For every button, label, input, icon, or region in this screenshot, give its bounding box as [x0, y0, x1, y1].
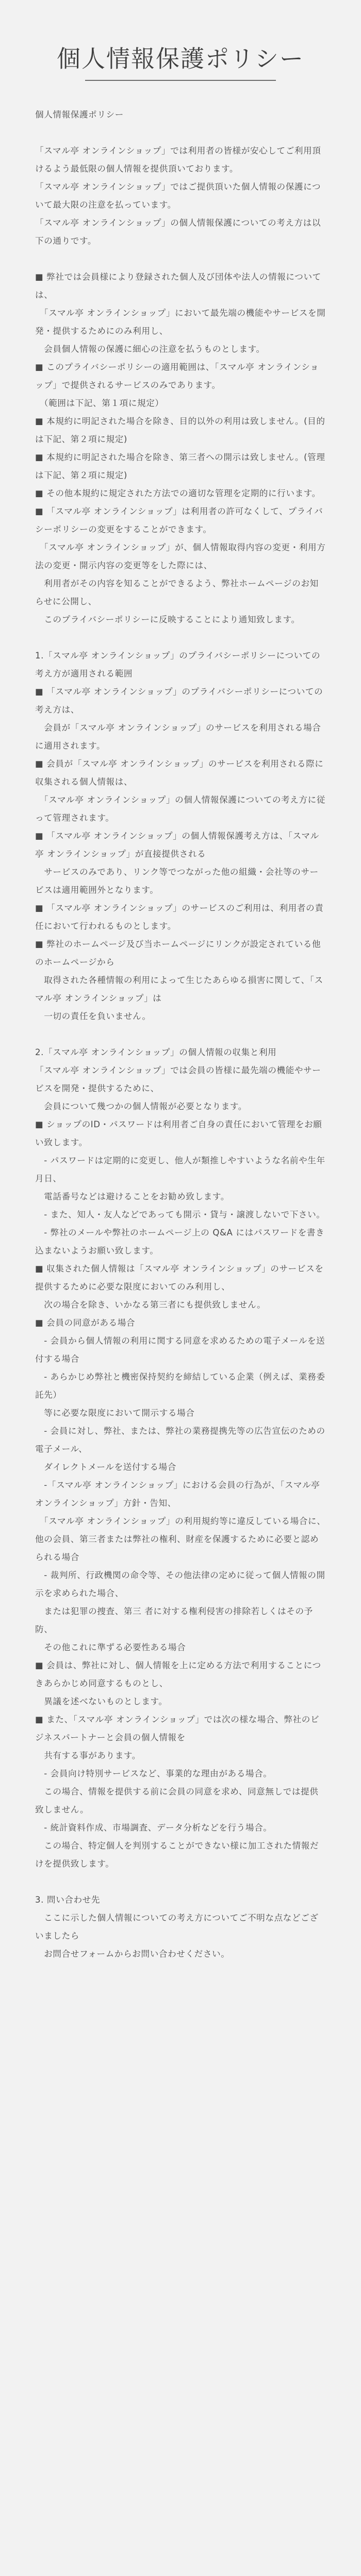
page-title: 個人情報保護ポリシー [57, 45, 304, 73]
page-header [0, 0, 361, 88]
policy-body: 個人情報保護ポリシー 「スマル亭 オンラインショップ」では利用者の皆様が安心してご利用頂けるよう最低限の個人情報を提供頂いております。 「スマル亭 オンラインショップ」ではご提供頂いた個人情報の保護について最大限の注意を払っています。 「スマル亭 オンラインショップ」の個人情報保護についての考え方は以下の通りです。 ■ 弊社では会員様により登録された個人及び団体や法人の情報については、 「スマル亭 オンラインショップ」において最先端の機能やサービスを開発・提供するためにのみ利用し、 会員個人情報の保護に細心の注意を払うものとします。 ■ このプライバシーポリシーの適用範囲は、「スマル亭 オンラインショップ」で提供されるサービスのみであります。 （範囲は下記、第１項に規定） ■ 本規約に明記された場合を除き、目的以外の利用は致しません。(目的は下記、第２項に規定) ■ 本規約に明記された場合を除き、第三者への開示は致しません。(管理は下記、第２項に規定) ■ その他本規約に規定された方法での適切な管理を定期的に行います。 ■ 「スマル亭 オンラインショップ」は利用者の許可なくして、プライバシーポリシーの変更をすることができます。 「スマル亭 オンラインショップ」が、個人情報取得内容の変更・利用方法の変更・開示内容の変更等をした際には、 利用者がその内容を知ることができるよう、弊社ホームページのお知らせに公開し、 このプライバシーポリシーに反映することにより通知致します。 1.「スマル亭 オンラインショップ」のプライバシーポリシーについての考え方が適用される範囲 ■ 「スマル亭 オンラインショップ」のプライバシーポリシーについての考え方は、 会員が「スマル亭 オンラインショップ」のサービスを利用される場合に適用されます。 ■ 会員が「スマル亭 オンラインショップ」のサービスを利用される際に収集される個人情報は、 「スマル亭 オンラインショップ」の個人情報保護についての考え方に従って管理されます。 ■ 「スマル亭 オンラインショップ」の個人情報保護考え方は、「スマル亭 オンラインショップ」が直接提供される サービスのみであり、リンク等でつながった他の組織・会社等のサービスは適用範囲外となります。 ■ 「スマル亭 オンラインショップ」のサービスのご利用は、利用者の責任において行われるものとします。 ■ 弊社のホームページ及び当ホームページにリンクが設定されている他のホームページから 取得された各種情報の利用によって生じたあらゆる損害に関して、「スマル亭 オンラインショップ」は 一切の責任を負いません。 2.「スマル亭 オンラインショップ」の個人情報の収集と利用 「スマル亭 オンラインショップ」では会員の皆様に最先端の機能やサービスを開発・提供するために、 会員について幾つかの個人情報が必要となります。 ■ ショップのID・パスワードは利用者ご自身の責任において管理をお願い致します。 - パスワードは定期的に変更し、他人が類推しやすいような名前や生年月日、 電話番号などは避けることをお勧め致します。 - また、知人・友人などであっても開示・貸与・譲渡しないで下さい。 - 弊社のメールや弊社のホームページ上の Q&A にはパスワードを書き込まないようお願い致します。 ■ 収集された個人情報は「スマル亭 オンラインショップ」のサービスを提供するために必要な限度においてのみ利用し、 次の場合を除き、いかなる第三者にも提供致しません。 ■ 会員の同意がある場合 - 会員から個人情報の利用に関する同意を求めるための電子メールを送付する場合 - あらかじめ弊社と機密保持契約を締結している企業（例えば、業務委託先） 等に必要な限度において開示する場合 - 会員に対し、弊社、または、弊社の業務提携先等の広告宣伝のための電子メール、 ダイレクトメールを送付する場合 -「スマル亭 オンラインショップ」における会員の行為が、「スマル亭 オンラインショップ」方針・告知、 「スマル亭 オンラインショップ」の利用規約等に違反している場合に、他の会員、第三者または弊社の権利、財産を保護するために必要と認められる場合 - 裁判所、行政機関の命令等、その他法律の定めに従って個人情報の開示を求められた場合、 または犯罪の捜査、第三 者に対する権利侵害の排除若しくはその予防、 その他これに準ずる必要性ある場合 ■ 会員は、弊社に対し、個人情報を上に定める方法で利用することにつきあらかじめ同意するものとし、 異議を述べないものとします。 ■ また、「スマル亭 オンラインショップ」では次の様な場合、弊社のビジネスパートナーと会員の個人情報を 共有する事があります。 - 会員向け特別サービスなど、事業的な理由がある場合。 この場合、情報を提供する前に会員の同意を求め、同意無しでは提供致しません。 - 統計資料作成、市場調査、データ分析などを行う場合。 この場合、特定個人を判別することができない様に加工された情報だけを提供致します。 3. 問い合わせ先 ここに示した個人情報についての考え方についてご不明な点などございましたら お問合せフォームからお問い合わせください。 [35, 110, 326, 1959]
title-underline [85, 80, 276, 81]
